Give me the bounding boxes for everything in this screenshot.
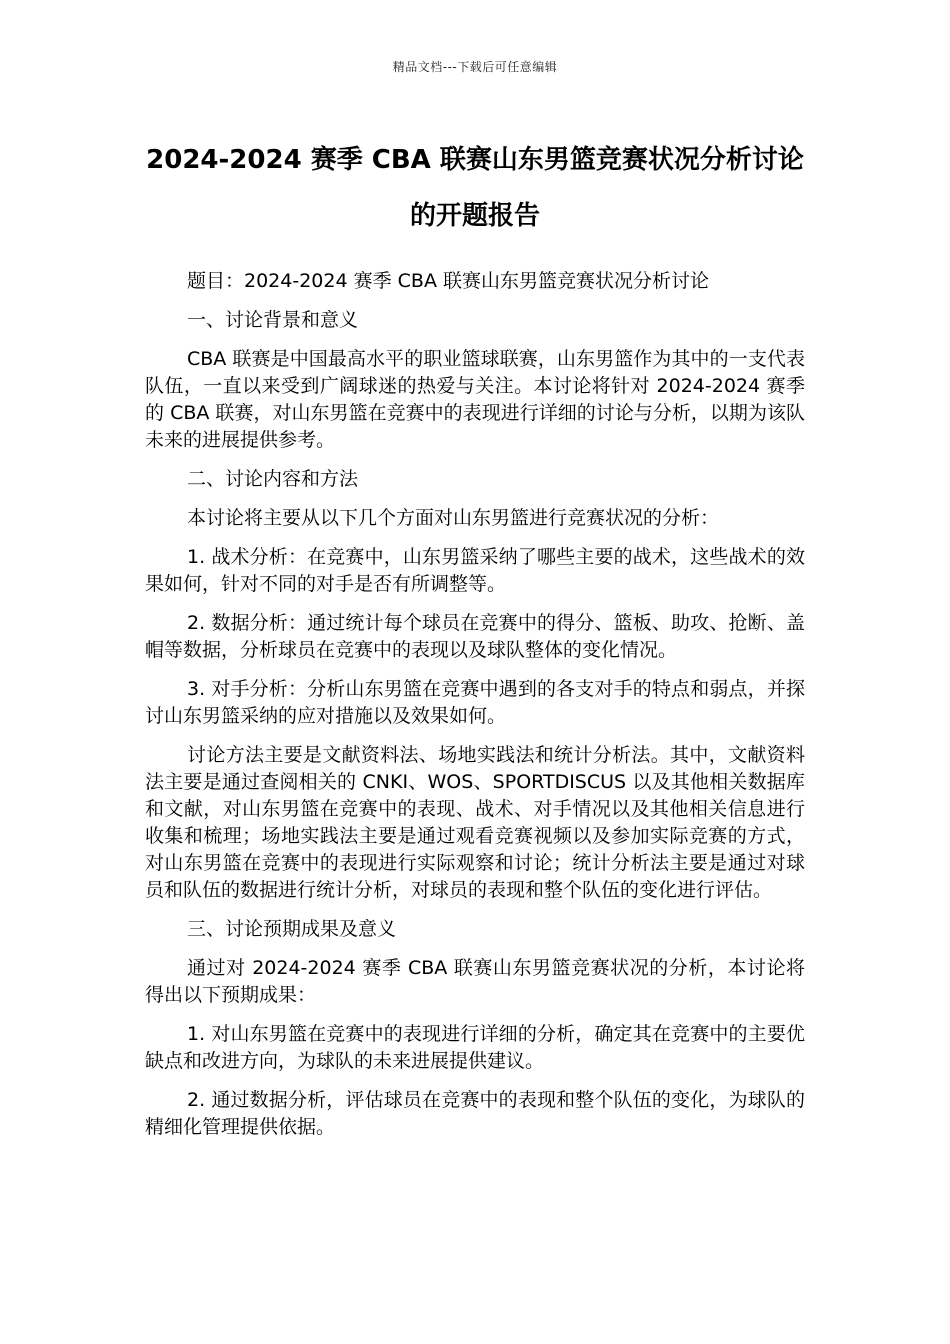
document-body	[145, 268, 805, 1153]
section-heading-background: 一、讨论背景和意义	[187, 309, 359, 331]
paragraph-methods: 讨论方法主要是文献资料法、场地实践法和统计分析法。其中，文献资料法主要是通过查阅相关的 CNKI、WOS、SPORTDISCUS 以及其他相关数据库和文献，对山东男篮在竞赛中的表现、战术、对手情况以及其他相关信息进行收集和梳理；场地实践法主要是通过观看竞赛视频以及参加实际竞赛的方式，对山东男篮在竞赛中的表现进行实际观察和讨论；统计分析法主要是通过对球员和队伍的数据进行统计分析，对球员的表现和整个队伍的变化进行评估。	[145, 744, 805, 901]
list-item-outcome-1: 1. 对山东男篮在竞赛中的表现进行详细的分析，确定其在竞赛中的主要优缺点和改进方向，为球队的未来进展提供建议。	[145, 1023, 805, 1072]
paragraph-background: CBA 联赛是中国最高水平的职业篮球联赛，山东男篮作为其中的一支代表队伍，一直以来受到广阔球迷的热爱与关注。本讨论将针对 2024-2024 赛季的 CBA 联赛，对山东男篮在竞赛中的表现进行详细的讨论与分析，以期为该队未来的进展提供参考。	[145, 348, 805, 451]
paragraph-intro: 本讨论将主要从以下几个方面对山东男篮进行竞赛状况的分析：	[187, 507, 720, 529]
list-item-outcome-2: 2. 通过数据分析，评估球员在竞赛中的表现和整个队伍的变化，为球队的精细化管理提供依据。	[145, 1089, 805, 1138]
page-title: 2024-2024 赛季 CBA 联赛山东男篮竞赛状况分析讨论的开题报告	[146, 145, 804, 231]
section-heading-content-method: 二、讨论内容和方法	[187, 468, 359, 490]
list-item-data: 2. 数据分析：通过统计每个球员在竞赛中的得分、篮板、助攻、抢断、盖帽等数据，分析球员在竞赛中的表现以及球队整体的变化情况。	[145, 612, 805, 661]
paragraph-outcomes-intro: 通过对 2024-2024 赛季 CBA 联赛山东男篮竞赛状况的分析，本讨论将得出以下预期成果：	[145, 957, 805, 1006]
header-note: 精品文档---下载后可任意编辑	[392, 60, 558, 74]
list-item-tactics: 1. 战术分析：在竞赛中，山东男篮采纳了哪些主要的战术，这些战术的效果如何，针对不同的对手是否有所调整等。	[145, 546, 805, 595]
topic-line: 题目：2024-2024 赛季 CBA 联赛山东男篮竞赛状况分析讨论	[187, 270, 709, 292]
section-heading-outcomes: 三、讨论预期成果及意义	[187, 918, 397, 940]
list-item-opponents: 3. 对手分析：分析山东男篮在竞赛中遇到的各支对手的特点和弱点，并探讨山东男篮采纳的应对措施以及效果如何。	[145, 678, 805, 727]
